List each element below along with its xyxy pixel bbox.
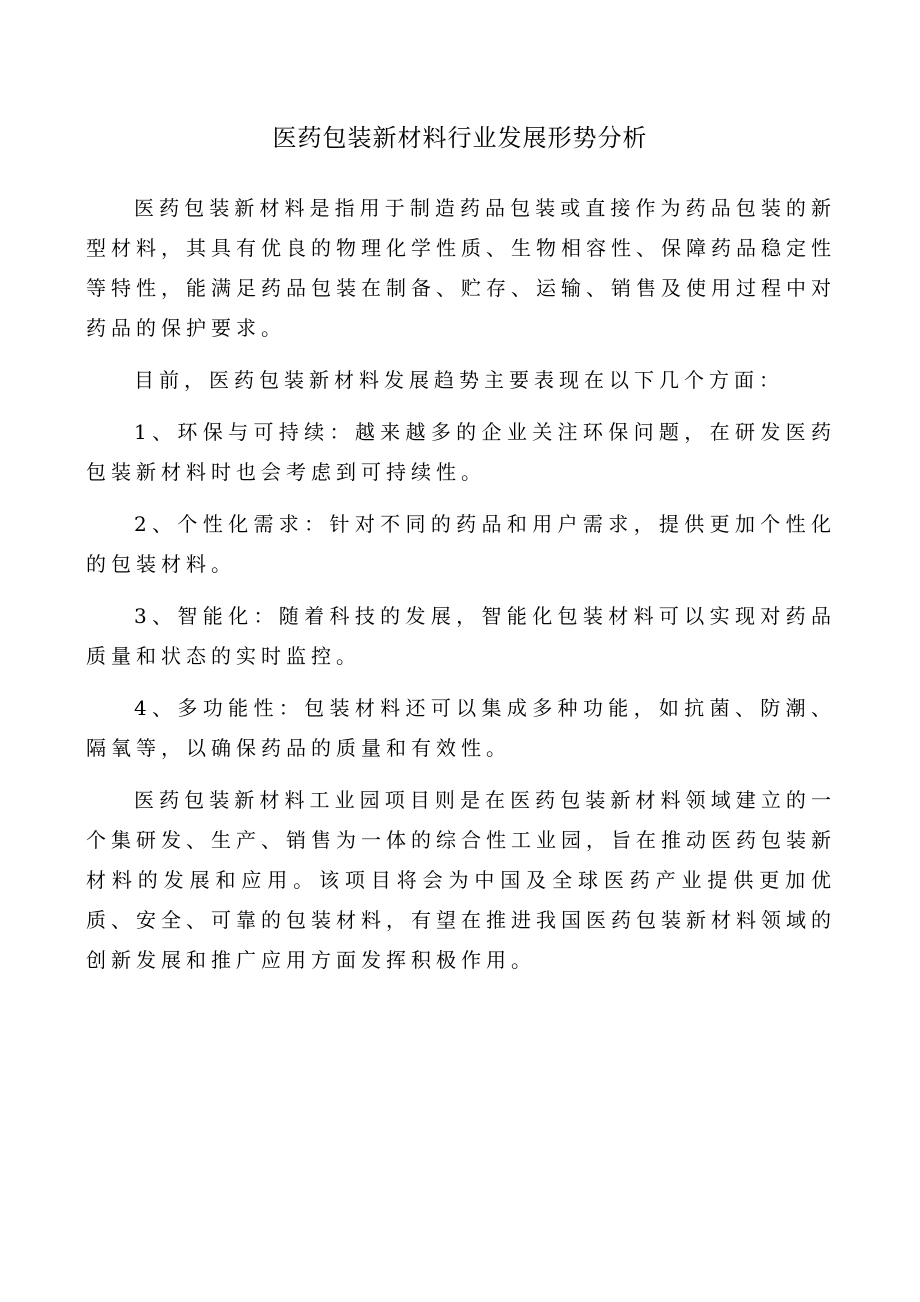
paragraph-industrial-park: 医药包装新材料工业园项目则是在医药包装新材料领域建立的一个集研发、生产、销售为一体的综合性工业园，旨在推动医药包装新材料的发展和应用。该项目将会为中国及全球医药产业提供更加优质、安全、可靠的包装材料，有望在推进我国医药包装新材料领域的创新发展和推广应用方面发挥积极作用。 — [86, 788, 836, 972]
paragraph-trends-lead: 目前，医药包装新材料发展趋势主要表现在以下几个方面： — [134, 368, 784, 392]
paragraph-intro: 医药包装新材料是指用于制造药品包装或直接作为药品包装的新型材料，其具有优良的物理化学性质、生物相容性、保障药品稳定性等特性，能满足药品包装在制备、贮存、运输、销售及使用过程中对药品的保护要求。 — [86, 196, 836, 340]
paragraph-trend-2: 2、个性化需求：针对不同的药品和用户需求，提供更加个性化的包装材料。 — [86, 512, 836, 576]
document-body — [86, 188, 836, 992]
paragraph-trend-3: 3、智能化：随着科技的发展，智能化包装材料可以实现对药品质量和状态的实时监控。 — [86, 604, 836, 668]
paragraph-trend-4: 4、多功能性：包装材料还可以集成多种功能，如抗菌、防潮、隔氧等，以确保药品的质量和有效性。 — [86, 696, 836, 760]
paragraph-trend-1: 1、环保与可持续：越来越多的企业关注环保问题，在研发医药包装新材料时也会考虑到可持续性。 — [86, 420, 836, 484]
document-title: 医药包装新材料行业发展形势分析 — [272, 124, 648, 152]
